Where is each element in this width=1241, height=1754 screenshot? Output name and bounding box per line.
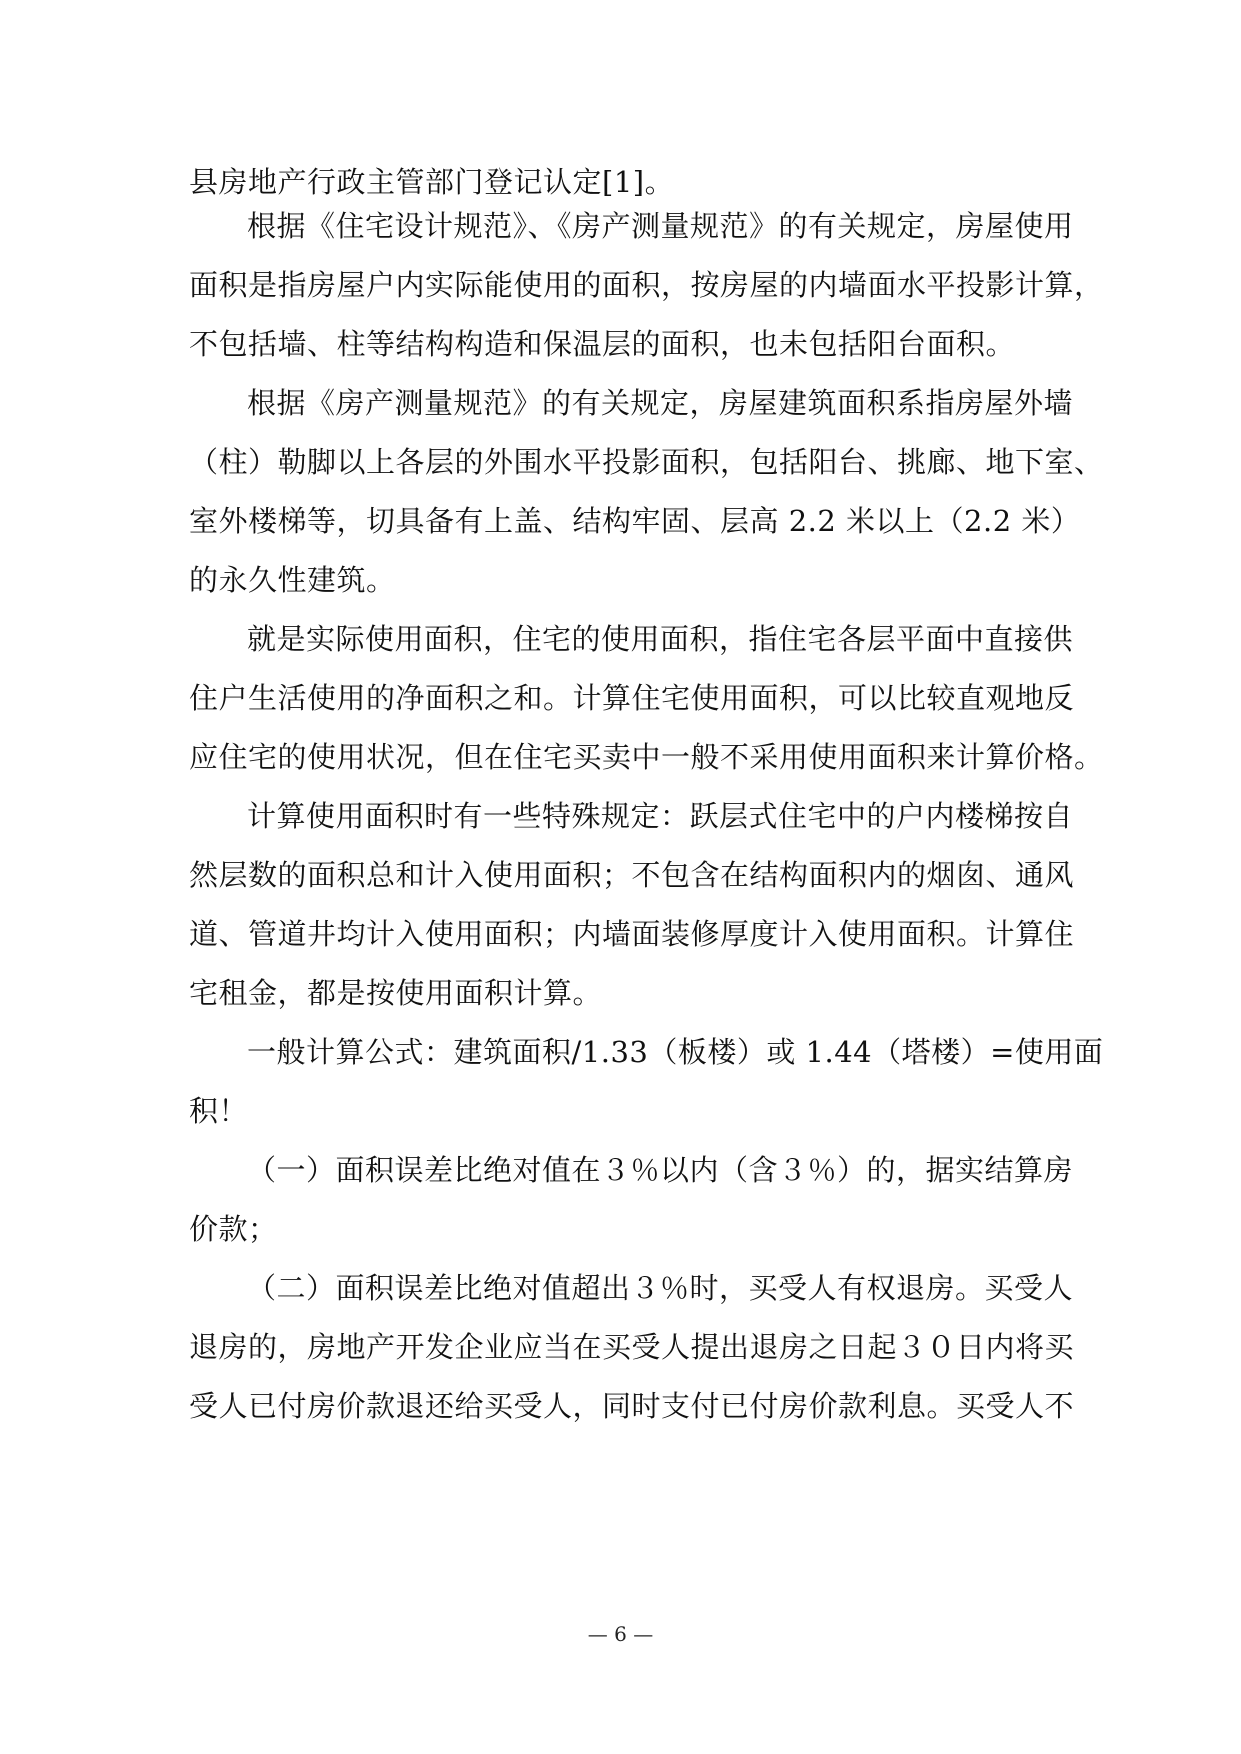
text-line: 县房地产行政主管部门登记认定[1]。: [189, 165, 675, 199]
text-line: 根据《房产测量规范》的有关规定，房屋建筑面积系指房屋外墙: [247, 386, 1074, 420]
text-line: 道、管道井均计入使用面积；内墙面装修厚度计入使用面积。计算住: [189, 917, 1075, 951]
text-line: 受人已付房价款退还给买受人，同时支付已付房价款利息。买受人不: [189, 1389, 1075, 1423]
text-line: （二）面积误差比绝对值超出３％时，买受人有权退房。买受人: [247, 1271, 1074, 1305]
text-line: 住户生活使用的净面积之和。计算住宅使用面积，可以比较直观地反: [189, 681, 1075, 715]
text-line: 价款；: [189, 1212, 278, 1246]
page-number: — 6 —: [587, 1622, 654, 1646]
text-line: 退房的，房地产开发企业应当在买受人提出退房之日起３０日内将买: [189, 1330, 1075, 1364]
text-line: 积！: [189, 1094, 249, 1128]
text-line: 不包括墙、柱等结构构造和保温层的面积，也未包括阳台面积。: [189, 327, 1016, 361]
text-line: （一）面积误差比绝对值在３％以内（含３％）的，据实结算房: [247, 1153, 1074, 1187]
text-line: 就是实际使用面积，住宅的使用面积，指住宅各层平面中直接供: [247, 622, 1074, 656]
text-line: 根据《住宅设计规范》、《房产测量规范》的有关规定，房屋使用: [247, 209, 1074, 243]
text-line: 面积是指房屋户内实际能使用的面积，按房屋的内墙面水平投影计算，: [189, 268, 1104, 302]
text-line: 计算使用面积时有一些特殊规定：跃层式住宅中的户内楼梯按自: [247, 799, 1074, 833]
text-line: （柱）勒脚以上各层的外围水平投影面积，包括阳台、挑廊、地下室、: [189, 445, 1104, 479]
text-line: 的永久性建筑。: [189, 563, 396, 597]
text-line: 然层数的面积总和计入使用面积；不包含在结构面积内的烟囱、通风: [189, 858, 1075, 892]
text-line: 一般计算公式：建筑面积/1.33（板楼）或 1.44（塔楼）=使用面: [247, 1035, 1104, 1069]
text-line: 室外楼梯等，切具备有上盖、结构牢固、层高 2.2 米以上（2.2 米）: [189, 504, 1081, 538]
text-line: 宅租金，都是按使用面积计算。: [189, 976, 603, 1010]
text-line: 应住宅的使用状况，但在住宅买卖中一般不采用使用面积来计算价格。: [189, 740, 1104, 774]
